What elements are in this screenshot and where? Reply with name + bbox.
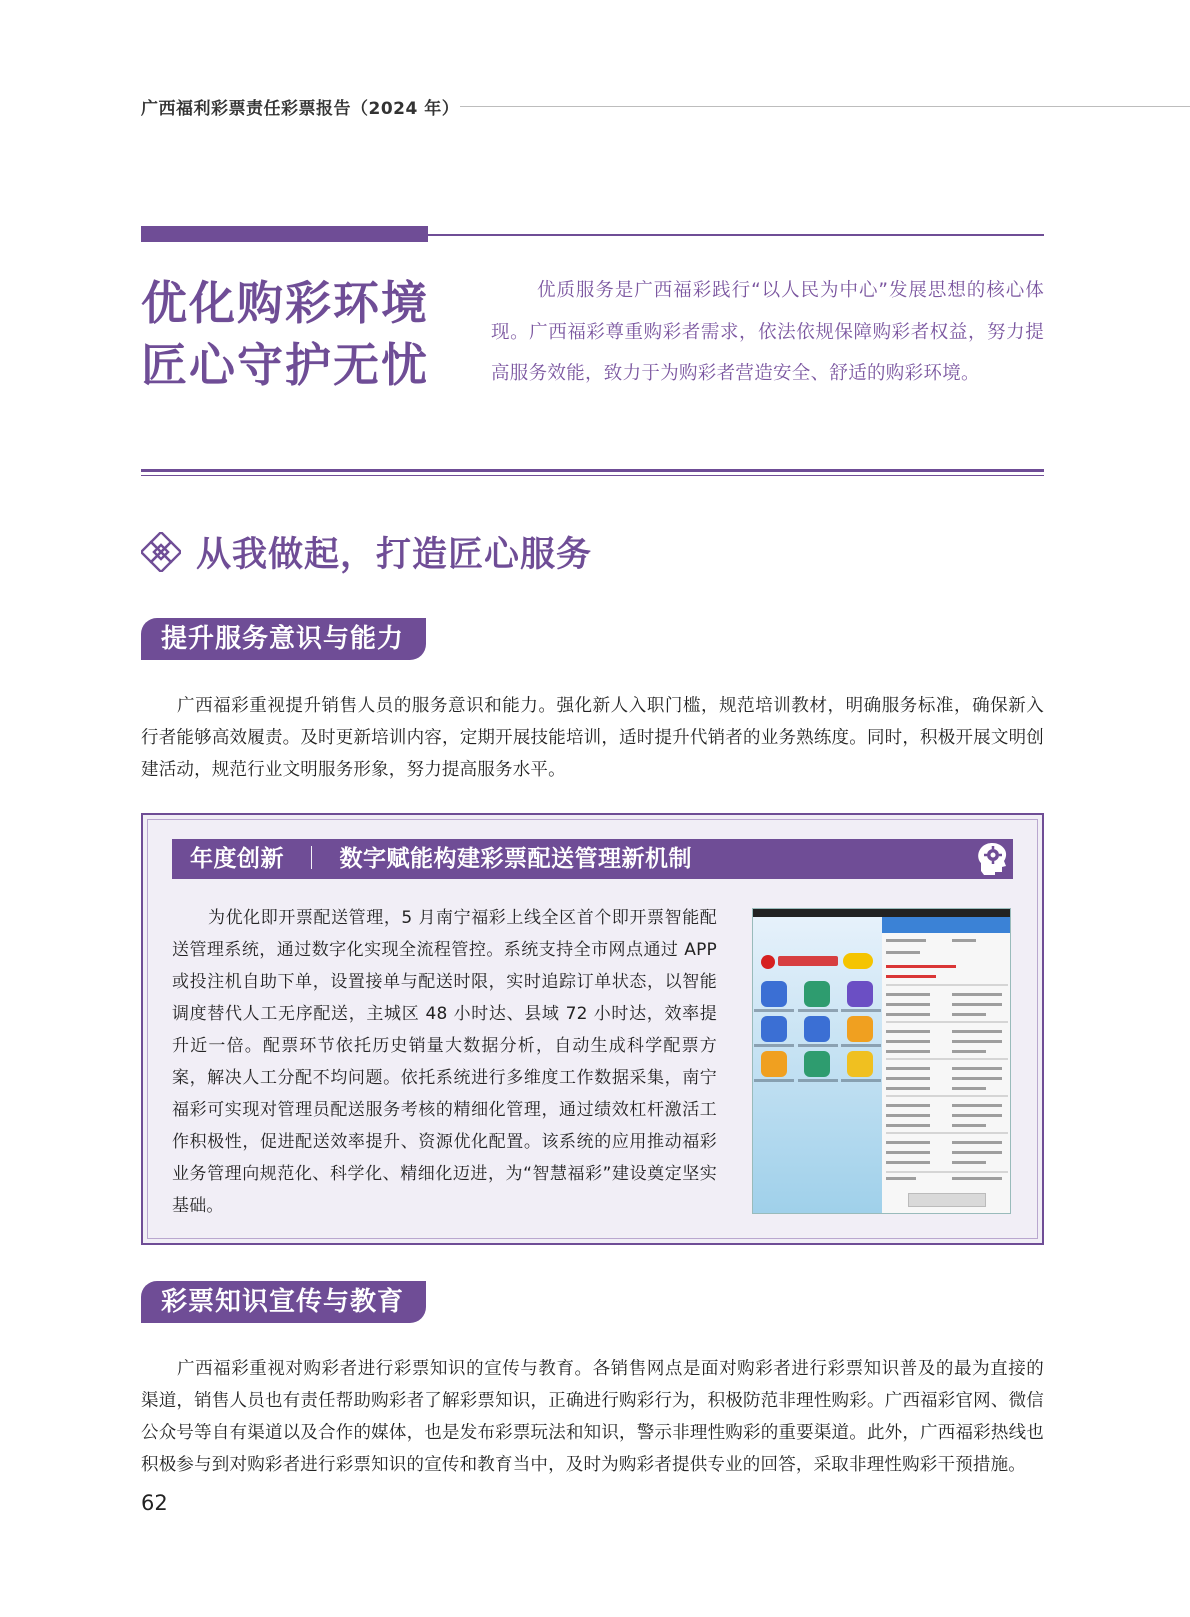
hero-bottom-thin-rule <box>141 475 1044 476</box>
order-field <box>886 939 926 942</box>
app-icon-wallet <box>804 981 830 1007</box>
hero-title-line2: 匠心守护无忧 <box>141 338 429 392</box>
innovation-box-header <box>172 839 1013 879</box>
order-row-text <box>952 1003 1002 1006</box>
app-label <box>841 1079 881 1082</box>
status-bar <box>882 909 1011 917</box>
order-row-text <box>886 1177 916 1180</box>
app-label <box>798 1044 838 1047</box>
page-number: 62 <box>141 1491 168 1515</box>
app-icon-settings <box>847 1051 873 1077</box>
order-row-text <box>886 1161 930 1164</box>
order-row-text <box>886 1003 930 1006</box>
order-row-text <box>886 1087 930 1090</box>
order-field <box>952 939 976 942</box>
order-row-text <box>952 1151 1002 1154</box>
order-row-text <box>952 993 1002 996</box>
app-icon-order <box>761 1016 787 1042</box>
order-row-text <box>886 1141 930 1144</box>
subsection-pill-education: 彩票知识宣传与教育 <box>141 1281 426 1323</box>
app-icon-speaker <box>761 1051 787 1077</box>
app-icon-ticket <box>761 981 787 1007</box>
app-order-screen <box>882 909 1011 1214</box>
paragraph-service: 广西福彩重视提升销售人员的服务意识和能力。强化新人入职门槛，规范培训教材，明确服务标准，确保新入行者能够高效履责。及时更新培训内容，定期开展技能培训，适时提升代销者的业务熟练度。同时，积极开展文明创建活动，规范行业文明服务形象，努力提高服务水平。 <box>141 696 1044 780</box>
order-row-text <box>952 1067 1002 1070</box>
order-highlight <box>886 965 956 968</box>
order-row-text <box>886 1114 930 1117</box>
paragraph-education: 广西福彩重视对购彩者进行彩票知识的宣传与教育。各销售网点是面对购彩者进行彩票知识普及的最为直接的渠道，销售人员也有责任帮助购彩者了解彩票知识，正确进行购彩行为，积极防范非理性购彩。广西福彩官网、微信公众号等自有渠道以及合作的媒体，也是发布彩票玩法和知识，警示非理性购彩的重要渠道。此外，广西福彩热线也积极参与到对购彩者进行彩票知识的宣传和教育当中，及时为购彩者提供专业的回答，采取非理性购彩干预措施。 <box>141 1359 1044 1475</box>
hero-title <box>141 272 429 396</box>
order-divider <box>886 1058 1008 1060</box>
order-row-text <box>886 1151 930 1154</box>
order-row-text <box>886 1030 930 1033</box>
innovation-body: 为优化即开票配送管理，5 月南宁福彩上线全区首个即开票智能配送管理系统，通过数字化实现全流程管控。系统支持全市网点通过 APP 或投注机自助下单，设置接单与配送时限，实时追踪订单状态，以智能调度替代人工无序配送，主城区 48 小时达、县域 72 小时达，效率提升近一倍。配票环节依托历史销量大数据分析，自动生成科学配票方案，解决人工分配不均问题。依托系统进行多维度工作数据采集，南宁福彩可实现对管理员配送服务考核的精细化管理，通过绩效杠杆激活工作积极性，促进配送效率提升、资源优化配置。该系统的应用推动福彩业务管理向规范化、科学化、精细化迈进，为“智慧福彩”建设奠定坚实基础。 <box>172 908 717 1216</box>
head-gear-icon <box>975 841 1009 877</box>
innovation-label: 年度创新 <box>190 846 284 872</box>
hero-top-thin-rule <box>428 234 1044 236</box>
order-row-text <box>952 1114 1002 1117</box>
app-label <box>754 1079 794 1082</box>
order-divider <box>886 1095 1008 1097</box>
order-divider <box>886 1171 1008 1173</box>
section-title: 从我做起，打造匠心服务 <box>196 535 593 575</box>
app-label <box>798 1079 838 1082</box>
running-head: 广西福利彩票责任彩票报告（2024 年） <box>141 99 460 119</box>
app-icon-scan <box>847 1016 873 1042</box>
order-highlight <box>886 975 936 978</box>
lottery-logo-mark <box>761 955 775 969</box>
innovation-title: 数字赋能构建彩票配送管理新机制 <box>339 846 692 872</box>
confirm-button <box>908 1193 986 1207</box>
subsection-pill-service: 提升服务意识与能力 <box>141 618 426 660</box>
app-icon-chat <box>847 981 873 1007</box>
order-row-text <box>952 1141 1002 1144</box>
lattice-knot-icon <box>141 532 181 572</box>
order-row-text <box>886 1050 930 1053</box>
order-row-text <box>886 1013 930 1016</box>
order-row-text <box>952 1077 1002 1080</box>
order-row-text <box>886 1040 930 1043</box>
order-row-text <box>886 1067 930 1070</box>
innovation-separator: ｜ <box>300 846 324 872</box>
app-logo <box>761 953 877 973</box>
order-divider <box>886 984 1008 986</box>
app-icon-print <box>804 1016 830 1042</box>
order-row-text <box>886 1124 930 1127</box>
order-divider <box>886 1021 1008 1023</box>
running-head-rule <box>460 106 1190 107</box>
order-row-text <box>952 1104 1002 1107</box>
app-icon-search <box>804 1051 830 1077</box>
app-screenshot <box>752 908 1011 1214</box>
order-divider <box>886 1132 1008 1134</box>
app-label <box>798 1009 838 1012</box>
order-row-text <box>952 1013 986 1016</box>
app-label <box>841 1009 881 1012</box>
app-label <box>841 1044 881 1047</box>
order-row-text <box>886 993 930 996</box>
lottery-logo-badge <box>843 953 873 969</box>
order-field <box>886 951 920 954</box>
app-label <box>754 1009 794 1012</box>
hero-intro: 优质服务是广西福彩践行“以人民为中心”发展思想的核心体现。广西福彩尊重购彩者需求，依法依规保障购彩者权益，努力提高服务效能，致力于为购彩者营造安全、舒适的购彩环境。 <box>491 280 1044 384</box>
order-row-text <box>952 1050 986 1053</box>
order-row-text <box>952 1087 986 1090</box>
order-row-text <box>952 1030 1002 1033</box>
app-home-screen <box>753 909 882 1214</box>
lottery-logo-text <box>778 956 838 966</box>
status-bar <box>753 909 882 917</box>
order-row-text <box>952 1177 1002 1180</box>
hero-top-thick-rule <box>141 226 428 242</box>
hero-title-line1: 优化购彩环境 <box>141 276 429 330</box>
order-row-text <box>952 1040 1002 1043</box>
hero-bottom-thick-rule <box>141 469 1044 472</box>
app-label <box>754 1044 794 1047</box>
order-row-text <box>886 1104 930 1107</box>
order-row-text <box>952 1124 986 1127</box>
order-row-text <box>886 1077 930 1080</box>
order-row-text <box>952 1161 986 1164</box>
order-title-bar <box>882 917 1011 933</box>
